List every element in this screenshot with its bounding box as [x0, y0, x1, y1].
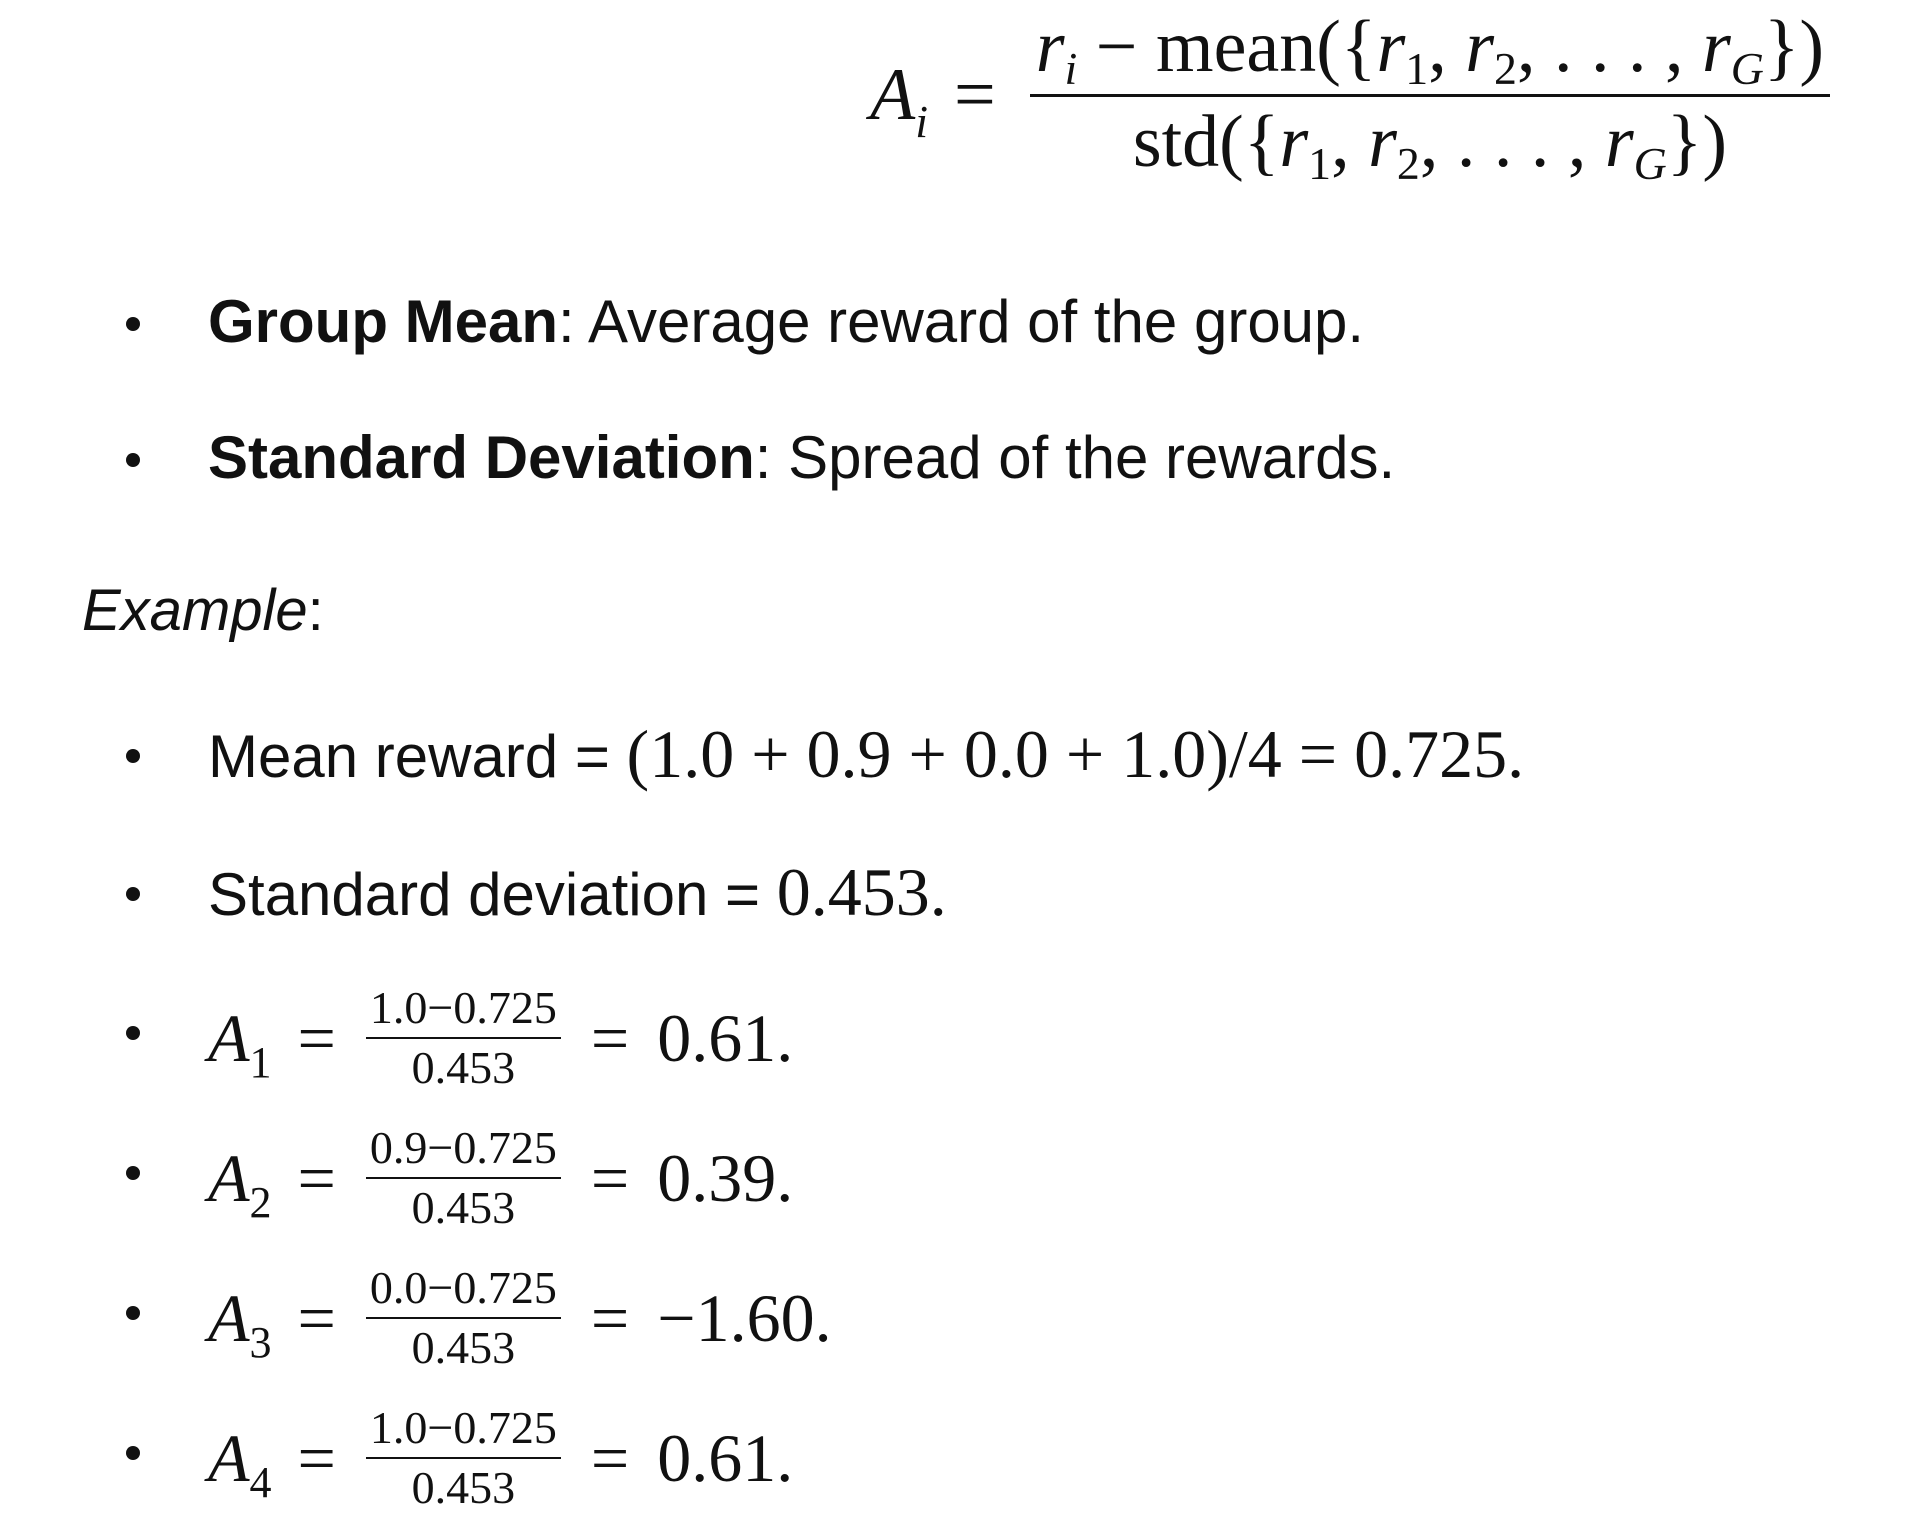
advantage-row-4	[208, 1402, 794, 1513]
num-close: })	[1763, 6, 1825, 88]
formula-lhs	[870, 53, 928, 147]
den-r2: r	[1368, 101, 1397, 183]
adv-result: 0.61.	[657, 1420, 794, 1496]
advantage-formula	[870, 6, 1830, 189]
bullet-dot	[126, 317, 140, 331]
definition-item-std-dev	[208, 424, 1396, 491]
mean-reward-label: Mean reward =	[208, 723, 627, 790]
adv-fraction	[366, 1122, 561, 1233]
adv-fraction	[366, 982, 561, 1093]
num-mean-fn: mean({	[1156, 6, 1377, 88]
adv-var: A	[208, 1280, 250, 1356]
adv-result: 0.39.	[657, 1140, 794, 1216]
adv-equals: =	[297, 1140, 336, 1216]
definition-item-group-mean	[208, 288, 1365, 355]
den-r1-sub: 1	[1308, 137, 1332, 189]
formula-fraction	[1030, 6, 1830, 189]
std-dev-label: Standard deviation =	[208, 861, 777, 928]
num-r2-sub: 2	[1494, 42, 1517, 94]
adv-denominator: 0.453	[411, 1182, 516, 1233]
formula-equals: =	[953, 53, 996, 136]
mean-reward-line	[208, 716, 1525, 792]
adv-denominator: 0.453	[411, 1042, 516, 1093]
bullet-dot	[126, 749, 140, 763]
den-std-fn: std({	[1132, 101, 1280, 183]
adv-equals: =	[297, 1000, 336, 1076]
bullet-dot	[126, 1306, 140, 1320]
formula-denominator	[1132, 97, 1727, 189]
example-label-colon: :	[307, 578, 324, 643]
num-rG: r	[1701, 6, 1731, 88]
bullet-dot	[126, 453, 140, 467]
bullet-dot	[126, 1026, 140, 1040]
adv-sub: 4	[249, 1458, 272, 1507]
num-rG-sub: G	[1730, 42, 1764, 94]
adv-equals: =	[297, 1280, 336, 1356]
den-comma: ,	[1331, 101, 1369, 183]
advantage-row-1	[208, 982, 794, 1093]
formula-numerator	[1030, 6, 1830, 97]
num-comma: ,	[1428, 6, 1466, 88]
adv-var: A	[208, 1140, 250, 1216]
adv-sub: 3	[249, 1318, 272, 1367]
adv-fraction	[366, 1262, 561, 1373]
adv-fraction	[366, 1402, 561, 1513]
formula-lhs-var: A	[870, 53, 916, 136]
adv-sub: 1	[249, 1038, 272, 1087]
adv-equals: =	[590, 1420, 630, 1496]
num-r1-sub: 1	[1405, 42, 1429, 94]
adv-numerator: 0.9−0.725	[366, 1125, 561, 1179]
adv-numerator: 1.0−0.725	[366, 1405, 561, 1459]
definition-text: : Spread of the rewards.	[754, 424, 1396, 491]
adv-var: A	[208, 1420, 250, 1496]
adv-denominator: 0.453	[411, 1322, 516, 1373]
adv-var: A	[208, 1000, 250, 1076]
adv-numerator: 1.0−0.725	[366, 985, 561, 1039]
example-label-text: Example	[82, 578, 308, 643]
den-close: })	[1666, 101, 1727, 183]
num-r-sub: i	[1064, 42, 1078, 94]
std-dev-math: 0.453.	[776, 854, 947, 930]
adv-equals: =	[297, 1420, 336, 1496]
num-r: r	[1035, 6, 1065, 88]
advantage-row-3	[208, 1262, 832, 1373]
definition-text: : Average reward of the group.	[558, 288, 1365, 355]
bullet-dot	[126, 887, 140, 901]
adv-numerator: 0.0−0.725	[366, 1265, 561, 1319]
std-dev-line	[208, 854, 947, 930]
formula-lhs-sub: i	[915, 95, 928, 147]
adv-equals: =	[590, 1140, 630, 1216]
den-r1: r	[1279, 101, 1309, 183]
num-minus: −	[1077, 6, 1157, 88]
bullet-dot	[126, 1166, 140, 1180]
num-dots: , . . . ,	[1516, 6, 1702, 88]
advantage-row-2	[208, 1122, 794, 1233]
adv-equals: =	[590, 1000, 630, 1076]
den-dots: , . . . ,	[1419, 101, 1605, 183]
definition-term: Standard Deviation	[208, 424, 755, 491]
den-rG-sub: G	[1633, 137, 1667, 189]
adv-sub: 2	[249, 1178, 272, 1227]
example-label	[82, 578, 324, 643]
adv-result: 0.61.	[657, 1000, 794, 1076]
adv-result: −1.60.	[657, 1280, 832, 1356]
adv-denominator: 0.453	[411, 1462, 516, 1513]
num-r1: r	[1376, 6, 1406, 88]
num-r2: r	[1465, 6, 1494, 88]
den-r2-sub: 2	[1396, 137, 1420, 189]
definition-term: Group Mean	[208, 288, 559, 355]
mean-reward-math: (1.0 + 0.9 + 0.0 + 1.0)/4 = 0.725.	[626, 716, 1525, 792]
adv-equals: =	[590, 1280, 630, 1356]
bullet-dot	[126, 1446, 140, 1460]
den-rG: r	[1604, 101, 1634, 183]
